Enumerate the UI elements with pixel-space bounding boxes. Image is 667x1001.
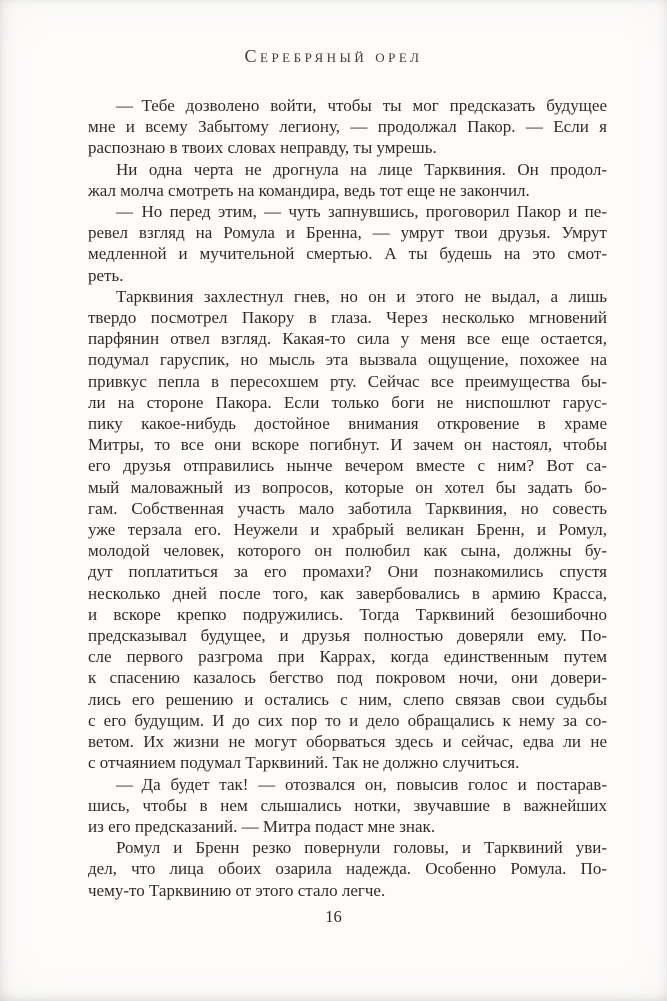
text-line: с отчаянием подумал Тарквиний. Так не должно случиться. [88,753,520,773]
text-line: распознаю в твоих словах неправду, ты умрешь. [88,138,437,158]
text-line: медленной и мучительной смертью. А ты будешь на это смот- [88,244,607,264]
text-line: дут поплатиться за его промахи? Они познакомились спустя [88,562,607,582]
text-line: Ромул и Бренн резко повернули головы, и Тарквиний уви- [116,838,607,858]
text-line: гам. Собственная участь мало заботила Тарквиния, но совесть [88,498,607,518]
text-line: к спасению казалось бегство под покровом ночи, они довери- [88,668,607,688]
text-line: ветом. Их жизни не могут оборваться здесь и сейчас, едва ли не [88,732,607,752]
text-line: сле первого разгрома при Каррах, когда единственным путем [88,647,607,667]
text-line: дел, что лица обоих озарила надежда. Особенно Ромула. По- [88,859,607,879]
text-line: привкус пепла в пересохшем рту. Сейчас все преимущества бы- [88,371,607,391]
text-line: — Тебе дозволено войти, чтобы ты мог предсказать будущее [116,96,607,115]
text-line: лись его решению и остались с ним, слепо связав свои судьбы [88,689,607,709]
text-line: чему-то Тарквинию от этого стало легче. [88,880,386,900]
text-line: Митры, то все они вскоре погибнут. И зачем он настоял, чтобы [88,435,607,455]
text-line: мне и всему Забытому легиону, — продолжал Пакор. — Если я [88,117,607,137]
text-line: из его предсказаний. — Митра подаст мне знак. [88,816,436,836]
text-line: его друзья отправились нынче вечером вместе с ним? Вот са- [88,456,607,476]
text-line: пику какое-нибудь достойное внимания откровение в храме [88,414,607,434]
text-line: твердо посмотрел Пакору в глаза. Через несколько мгновений [88,308,607,328]
page-number: 16 [325,907,342,926]
text-line: подумал гаруспик, но мысль эта вызвала ощущение, похожее на [88,350,607,370]
text-line: несколько дней после того, как завербовались в армию Красса, [88,583,607,603]
running-head: Серебряный орел [244,46,423,66]
text-line: ли на стороне Пакора. Если только боги не ниспошлют гарус- [88,392,607,412]
text-line: реть. [88,265,124,285]
text-line: шись, чтобы в нем слышались нотки, звучавшие в важнейших [88,795,607,815]
text-line: молодой человек, которого он полюбил как сына, должны бу- [88,541,607,561]
text-line: предсказывал будущее, и друзья полностью доверяли ему. По- [88,626,607,646]
text-line: и вскоре крепко подружились. Тогда Тарквиний безошибочно [88,604,607,624]
text-line: мый маловажный из вопросов, которые он хотел бы задать бо- [88,477,607,497]
text-line: Ни одна черта не дрогнула на лице Тарквиния. Он продол- [116,159,607,179]
text-line: — Да будет так! — отозвался он, повысив голос и постарав- [116,774,607,794]
text-line: — Но перед этим, — чуть запнувшись, проговорил Пакор и пе- [116,202,607,222]
text-line: Тарквиния захлестнул гнев, но он и этого не выдал, а лишь [116,286,607,306]
text-line: с его будущим. И до сих пор то и дело обращались к нему за со- [88,710,607,730]
text-line: ревел взгляд на Ромула и Бренна, — умрут твои друзья. Умрут [88,223,607,243]
text-line: уже терзала его. Неужели и храбрый великан Бренн, и Ромул, [88,520,607,540]
text-block [88,95,607,901]
text-line: жал молча смотреть на командира, ведь тот еще не закончил. [88,180,530,200]
text-line: парфянин отвел взгляд. Какая-то сила у меня все еще остается, [88,329,607,349]
